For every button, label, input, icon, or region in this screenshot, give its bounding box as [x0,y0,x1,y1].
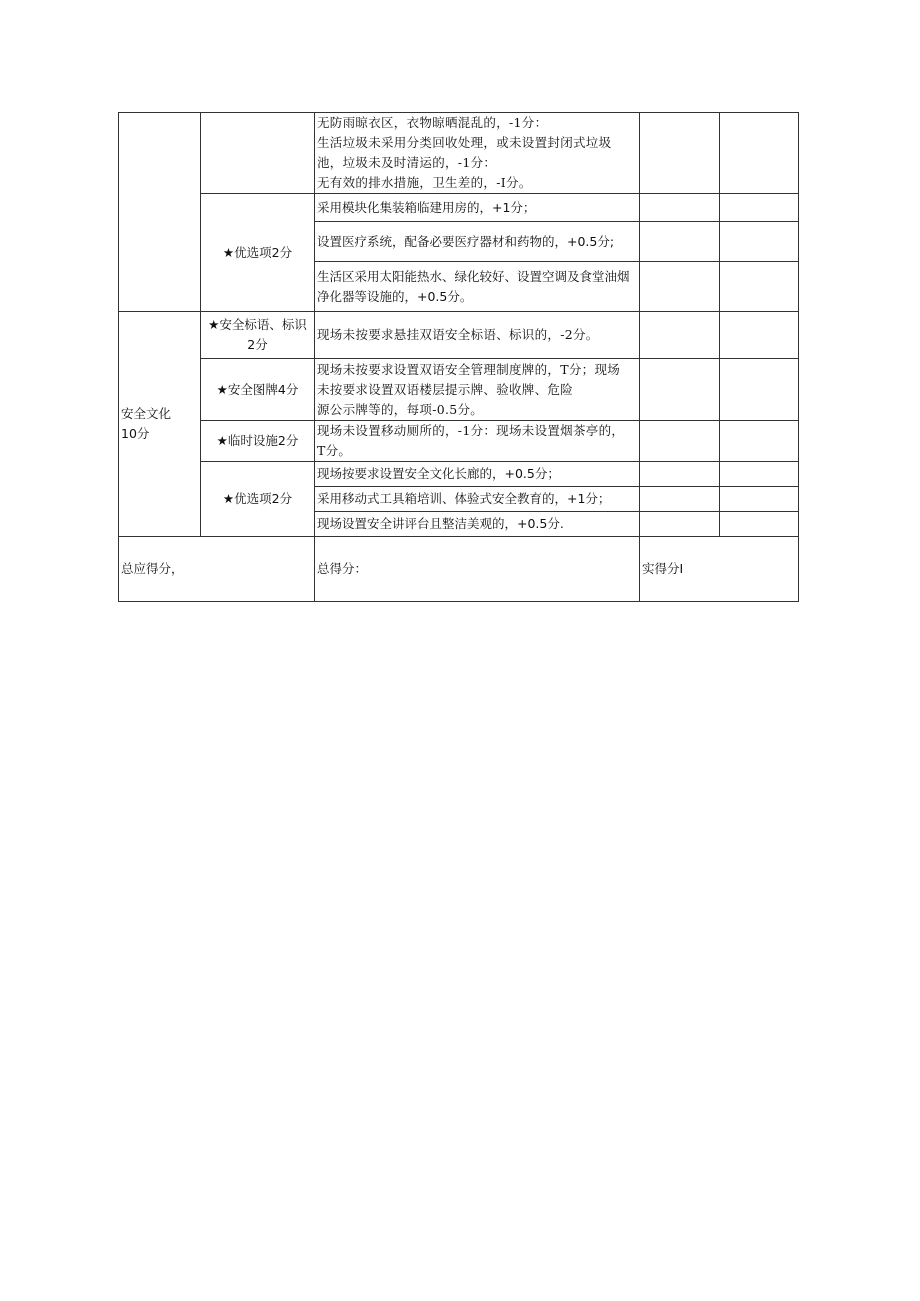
score-cell[interactable] [640,512,720,537]
table-row [119,462,799,487]
optional-item-label: ★优选项2分 [201,194,315,312]
optional-item-label: ★优选项2分 [201,462,315,537]
score-cell[interactable] [640,462,720,487]
score-cell[interactable] [720,487,799,512]
item-label-line: ★安全标语、标识 [208,317,307,332]
score-cell[interactable] [640,487,720,512]
table-row [119,113,799,194]
score-cell[interactable] [640,222,720,262]
criteria-cell: 生活区采用太阳能热水、绿化较好、设置空调及食堂油烟净化器等设施的，+0.5分。 [315,262,640,312]
score-cell[interactable] [720,312,799,359]
score-cell[interactable] [720,512,799,537]
criteria-line: 池，垃圾未及时清运的，-1分： [317,155,497,170]
criteria-cell: 现场设置安全讲评台且整洁美观的，+0.5分. [315,512,640,537]
category-name: 安全文化 [121,406,172,421]
score-table [118,112,799,602]
criteria-line: 现场未设置移动厕所的，-1分：现场未设置烟茶亭的， [317,423,625,438]
score-cell[interactable] [720,194,799,222]
criteria-line: 现场未按要求设置双语安全管理制度牌的，T分；现场 [317,361,621,377]
score-cell[interactable] [640,113,720,194]
criteria-cell: 现场按要求设置安全文化长廊的，+0.5分； [315,462,640,487]
criteria-cell: 采用模块化集装箱临建用房的，+1分； [315,194,640,222]
table-row [119,359,799,421]
category-cell-empty [119,113,201,312]
criteria-line: T分。 [317,443,352,458]
criteria-cell [315,113,640,194]
totals-row [119,537,799,602]
criteria-line: 无防雨晾衣区，衣物晾晒混乱的，-1分： [317,115,548,130]
score-cell[interactable] [640,262,720,312]
table-row [119,312,799,359]
score-cell[interactable] [720,359,799,421]
table-row [119,421,799,462]
item-label [201,312,315,359]
score-cell[interactable] [720,113,799,194]
score-cell[interactable] [720,262,799,312]
score-cell[interactable] [640,359,720,421]
item-cell-empty [201,113,315,194]
score-cell[interactable] [640,421,720,462]
criteria-cell: 设置医疗系统，配备必要医疗器材和药物的，+0.5分; [315,222,640,262]
item-label: ★安全图牌4分 [201,359,315,421]
score-cell[interactable] [720,222,799,262]
score-cell[interactable] [640,194,720,222]
actual-score: 实得分I [640,537,799,602]
criteria-line: 生活垃圾未采用分类回收处理，或未设置封闭式垃圾 [317,135,612,150]
criteria-line: 无有效的排水措施，卫生差的，-I分。 [317,175,532,190]
category-cell [119,312,201,537]
criteria-cell: 采用移动式工具箱培训、体验式安全教育的，+1分； [315,487,640,512]
criteria-cell [315,359,640,421]
criteria-line: 源公示牌等的，每项-0.5分。 [317,401,484,417]
score-cell[interactable] [720,421,799,462]
criteria-cell: 现场未按要求悬挂双语安全标语、标识的，-2分。 [315,312,640,359]
category-points: 10分 [121,426,150,441]
score-cell[interactable] [720,462,799,487]
criteria-line: 未按要求设置双语楼层提示牌、验收牌、危险 [317,381,574,397]
total-score: 总得分： [315,537,640,602]
item-label-line: 2分 [247,337,268,352]
table-row [119,194,799,222]
criteria-cell [315,421,640,462]
total-should-score: 总应得分， [119,537,315,602]
item-label: ★临时设施2分 [201,421,315,462]
score-cell[interactable] [640,312,720,359]
